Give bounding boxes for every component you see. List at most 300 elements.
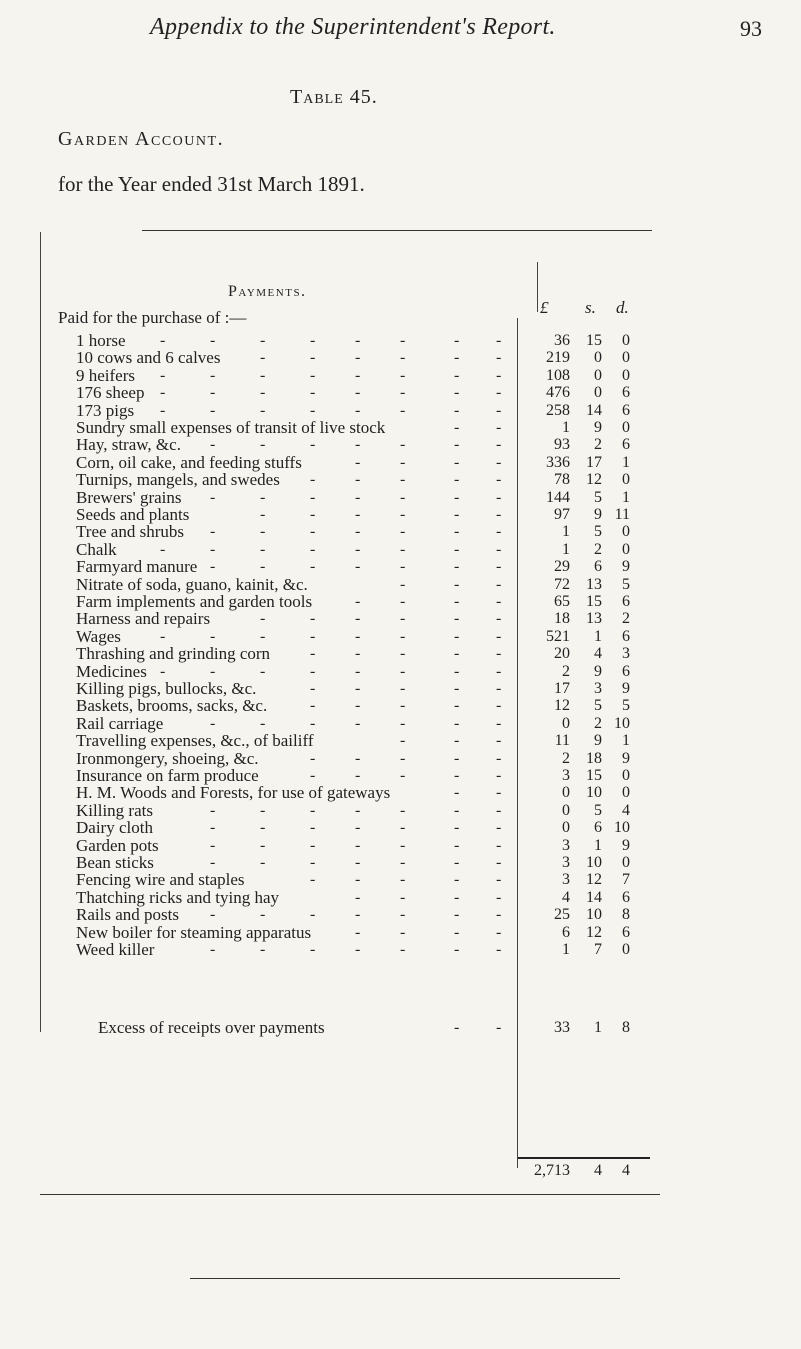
leader-dash: - [260, 366, 266, 384]
row-shillings: 5 [594, 697, 602, 715]
table-row [0, 663, 801, 681]
row-item-label: Killing rats [76, 800, 153, 820]
row-pence: 0 [622, 523, 630, 541]
leader-dash: - [400, 401, 406, 419]
leader-dash: - [310, 941, 316, 958]
row-pounds: 0 [562, 784, 570, 802]
leader-dash: - [355, 540, 361, 558]
leader-dash: - [454, 506, 460, 523]
section-title: Garden Account. [58, 128, 225, 150]
row-pence: 4 [622, 801, 630, 819]
leader-dash: - [355, 558, 361, 576]
row-pounds: 97 [554, 506, 570, 523]
leader-dash: - [260, 941, 266, 958]
leader-dash: - [496, 575, 502, 593]
leader-dash: - [355, 453, 361, 471]
table-row [0, 750, 801, 768]
leader-dash: - [210, 662, 216, 680]
table-row [0, 332, 801, 350]
table-row [0, 367, 801, 385]
row-item-label: Corn, oil cake, and feeding stuffs [76, 452, 302, 472]
leader-dash: - [496, 610, 502, 628]
leader-dash: - [355, 680, 361, 697]
leader-dash: - [496, 836, 502, 854]
leader-dash: - [260, 540, 266, 558]
leader-dash: - [160, 627, 166, 645]
leader-dash: - [400, 941, 406, 958]
leader-dash: - [496, 401, 502, 419]
row-shillings: 9 [594, 662, 602, 680]
leader-dash: - [260, 610, 266, 628]
row-item-label: Medicines [76, 661, 147, 681]
leader-dash: - [260, 558, 266, 576]
row-pence: 6 [622, 627, 630, 645]
total-pence: 4 [622, 1162, 630, 1179]
row-pence: 6 [622, 593, 630, 610]
row-pounds: 78 [554, 471, 570, 489]
leader-dash: - [496, 941, 502, 958]
row-shillings: 9 [594, 506, 602, 523]
row-pounds: 108 [546, 366, 570, 384]
leader-dash: - [496, 419, 502, 436]
table-row [0, 906, 801, 924]
page-number: 93 [740, 16, 762, 41]
total-rule [518, 1157, 650, 1159]
leader-dash: - [496, 540, 502, 558]
leader-dash: - [210, 384, 216, 402]
row-item-label: Insurance on farm produce [76, 766, 259, 785]
leader-dash: - [496, 453, 502, 471]
table-row [0, 697, 801, 715]
leader-dash: - [160, 662, 166, 680]
row-pence: 6 [622, 662, 630, 680]
row-shillings: 0 [594, 384, 602, 402]
leader-dash: - [260, 801, 266, 819]
row-item-label: Farmyard manure [76, 557, 198, 577]
row-pounds: 1 [562, 941, 570, 958]
row-shillings: 2 [594, 540, 602, 558]
leader-dash: - [160, 401, 166, 419]
leader-dash: - [260, 523, 266, 541]
table-row [0, 784, 801, 802]
row-item-label: 1 horse [76, 331, 126, 350]
row-pounds: 144 [546, 488, 570, 506]
leader-dash: - [454, 453, 460, 471]
leader-dash: - [496, 871, 502, 889]
row-shillings: 10 [586, 784, 602, 802]
leader-dash: - [400, 749, 406, 767]
leader-dash: - [400, 540, 406, 558]
leader-dash: - [260, 627, 266, 645]
leader-dash: - [454, 332, 460, 349]
leader-dash: - [355, 923, 361, 941]
leader-dash: - [355, 471, 361, 489]
leader-dash: - [310, 384, 316, 402]
row-pounds: 20 [554, 645, 570, 663]
leader-dash: - [310, 871, 316, 889]
leader-dash: - [496, 349, 502, 367]
table-row [0, 819, 801, 837]
leader-dash: - [454, 888, 460, 906]
leader-dash: - [355, 854, 361, 871]
leader-dash: - [260, 401, 266, 419]
leader-dash: - [310, 471, 316, 489]
table-row [0, 889, 801, 907]
leader-dash: - [454, 923, 460, 941]
leader-dash: - [210, 801, 216, 819]
row-pence: 0 [622, 767, 630, 784]
row-shillings: 14 [586, 401, 602, 419]
leader-dash: - [355, 366, 361, 384]
leader-dash: - [310, 627, 316, 645]
leader-dash: - [454, 836, 460, 854]
row-item-label: Nitrate of soda, guano, kainit, &c. [76, 574, 308, 594]
table-row [0, 489, 801, 507]
row-item-label: Turnips, mangels, and swedes [76, 470, 280, 490]
leader-dash: - [210, 523, 216, 541]
row-shillings: 0 [594, 366, 602, 384]
row-pence: 0 [622, 854, 630, 871]
leader-dash: - [400, 488, 406, 506]
row-pounds: 3 [562, 767, 570, 784]
row-pence: 6 [622, 384, 630, 402]
row-item-label: Garden pots [76, 835, 159, 855]
leader-dash: - [355, 332, 361, 349]
leader-dash: - [400, 888, 406, 906]
leader-dash: - [355, 697, 361, 715]
leader-dash: - [355, 349, 361, 367]
row-pence: 3 [622, 645, 630, 663]
row-pounds: 11 [554, 732, 570, 750]
leader-dash: - [310, 697, 316, 715]
leader-dash: - [496, 645, 502, 663]
leader-dash: - [310, 401, 316, 419]
row-pounds: 258 [546, 401, 570, 419]
table-row [0, 558, 801, 576]
leader-dash: - [310, 836, 316, 854]
leader-dash: - [355, 593, 361, 610]
leader-dash: - [310, 540, 316, 558]
page-header-title: Appendix to the Superintendent's Report. [150, 14, 556, 40]
table-row [0, 419, 801, 437]
leader-dash: - [454, 871, 460, 889]
leader-dash: - [496, 784, 502, 802]
leader-dash: - [160, 540, 166, 558]
footer-rule [190, 1278, 620, 1279]
row-pence: 9 [622, 836, 630, 854]
leader-dash: - [210, 540, 216, 558]
leader-dash: - [355, 801, 361, 819]
leader-dash: - [400, 506, 406, 523]
leader-dash: - [454, 349, 460, 367]
leader-dash: - [400, 836, 406, 854]
excess-pence: 8 [622, 1019, 630, 1036]
leader-dash: - [496, 906, 502, 924]
table-row [0, 454, 801, 472]
leader-dash: - [400, 645, 406, 663]
paid-for-label: Paid for the purchase of :— [58, 308, 247, 327]
row-pence: 6 [622, 401, 630, 419]
leader-dash: - [210, 488, 216, 506]
row-pence: 1 [622, 488, 630, 506]
leader-dash: - [400, 575, 406, 593]
leader-dash: - [454, 662, 460, 680]
row-item-label: Farm implements and garden tools [76, 592, 313, 611]
leader-dash: - [310, 662, 316, 680]
leader-dash: - [454, 645, 460, 663]
leader-dash: - [310, 819, 316, 837]
leader-dash: - [496, 506, 502, 523]
leader-dash: - [496, 436, 502, 454]
leader-dash: - [210, 854, 216, 871]
excess-shillings: 1 [594, 1019, 602, 1036]
leader-dash: - [454, 784, 460, 802]
table-row [0, 871, 801, 889]
leader-dash: - [310, 558, 316, 576]
row-shillings: 10 [586, 854, 602, 871]
row-pence: 0 [622, 332, 630, 349]
table-row [0, 349, 801, 367]
leader-dash: - [355, 662, 361, 680]
row-pence: 7 [622, 871, 630, 889]
leader-dash: - [355, 488, 361, 506]
leader-dash: - [160, 366, 166, 384]
row-shillings: 2 [594, 714, 602, 732]
row-pounds: 6 [562, 923, 570, 941]
table-bottom-rule [40, 1194, 660, 1195]
row-shillings: 0 [594, 349, 602, 367]
leader-dash: - [454, 627, 460, 645]
leader-dash: - [454, 610, 460, 628]
leader-dash: - [496, 471, 502, 489]
row-item-label: 173 pigs [76, 400, 135, 420]
leader-dash: - [260, 488, 266, 506]
leader-dash: - [260, 662, 266, 680]
leader-dash: - [496, 366, 502, 384]
excess-row [0, 1019, 801, 1037]
leader-dash: - [210, 906, 216, 924]
row-item-label: Ironmongery, shoeing, &c. [76, 748, 259, 768]
row-pounds: 336 [546, 453, 570, 471]
row-shillings: 9 [594, 419, 602, 436]
row-shillings: 1 [594, 836, 602, 854]
leader-dash: - [454, 523, 460, 541]
row-pounds: 4 [562, 888, 570, 906]
row-item-label: Sundry small expenses of transit of live stock [76, 418, 386, 437]
leader-dash: - [400, 767, 406, 784]
row-item-label: Rails and posts [76, 905, 179, 925]
leader-dash: - [310, 680, 316, 697]
row-item-label: New boiler for steaming apparatus [76, 922, 312, 942]
row-shillings: 15 [586, 767, 602, 784]
leader-dash: - [400, 436, 406, 454]
row-pence: 0 [622, 540, 630, 558]
leader-dash: - [400, 558, 406, 576]
row-pence: 9 [622, 680, 630, 697]
row-pounds: 3 [562, 836, 570, 854]
leader-dash: - [260, 906, 266, 924]
leader-dash: - [496, 801, 502, 819]
row-item-label: Killing pigs, bullocks, &c. [76, 679, 257, 698]
leader-dash: - [355, 941, 361, 958]
leader-dash: - [454, 801, 460, 819]
leader-dash: - [454, 906, 460, 924]
leader-dash: - [454, 401, 460, 419]
leader-dash: - [355, 749, 361, 767]
row-shillings: 12 [586, 871, 602, 889]
leader-dash: - [454, 540, 460, 558]
row-pence: 0 [622, 366, 630, 384]
total-shillings: 4 [594, 1162, 602, 1179]
row-shillings: 5 [594, 488, 602, 506]
leader-dash: - [310, 349, 316, 367]
leader-dash: - [355, 906, 361, 924]
row-pence: 6 [622, 888, 630, 906]
table-row [0, 610, 801, 628]
leader-dash: - [310, 714, 316, 732]
row-pence: 0 [622, 419, 630, 436]
table-row [0, 628, 801, 646]
table-row [0, 471, 801, 489]
leader-dash: - [496, 854, 502, 871]
excess-pounds: 33 [554, 1019, 570, 1036]
row-shillings: 1 [594, 627, 602, 645]
row-shillings: 2 [594, 436, 602, 454]
leader-dash: - [355, 401, 361, 419]
row-shillings: 4 [594, 645, 602, 663]
leader-dash: - [496, 714, 502, 732]
row-pounds: 29 [554, 558, 570, 576]
row-shillings: 12 [586, 471, 602, 489]
row-pounds: 1 [562, 540, 570, 558]
table-row [0, 767, 801, 785]
row-item-label: Thrashing and grinding corn [76, 644, 271, 664]
leader-dash: - [496, 819, 502, 837]
table-row [0, 402, 801, 420]
leader-dash: - [210, 401, 216, 419]
leader-dash: - [496, 923, 502, 941]
table-row [0, 523, 801, 541]
leader-dash: - [454, 819, 460, 837]
leader-dash: - [260, 819, 266, 837]
row-pence: 0 [622, 784, 630, 802]
row-pounds: 476 [546, 384, 570, 402]
leader-dash: - [355, 871, 361, 889]
leader-dash: - [454, 732, 460, 750]
leader-dash: - [310, 854, 316, 871]
row-pounds: 65 [554, 593, 570, 610]
row-pence: 1 [622, 453, 630, 471]
leader-dash: - [160, 384, 166, 402]
leader-dash: - [400, 923, 406, 941]
leader-dash: - [310, 332, 316, 349]
leader-dash: - [310, 749, 316, 767]
leader-dash: - [210, 436, 216, 454]
row-pence: 9 [622, 558, 630, 576]
pounds-header: £ [540, 298, 549, 317]
leader-dash: - [355, 627, 361, 645]
table-row [0, 941, 801, 959]
leader-dash: - [355, 506, 361, 523]
leader-dash: - [496, 332, 502, 349]
row-shillings: 15 [586, 593, 602, 610]
leader-dash: - [210, 941, 216, 958]
leader-dash: - [310, 645, 316, 663]
table-row [0, 715, 801, 733]
leader-dash: - [210, 366, 216, 384]
payments-heading: Payments. [228, 283, 307, 300]
row-shillings: 18 [586, 749, 602, 767]
column-divider-upper [537, 262, 538, 312]
leader-dash: - [355, 610, 361, 628]
table-row [0, 436, 801, 454]
table-row [0, 645, 801, 663]
leader-dash: - [454, 471, 460, 489]
leader-dash: - [400, 714, 406, 732]
leader-dash: - [496, 488, 502, 506]
leader-dash: - [355, 714, 361, 732]
leader-dash: - [400, 627, 406, 645]
row-shillings: 14 [586, 888, 602, 906]
leader-dash: - [210, 819, 216, 837]
row-pence: 0 [622, 471, 630, 489]
table-row [0, 732, 801, 750]
table-row [0, 576, 801, 594]
leader-dash: - [496, 558, 502, 576]
leader-dash: - [400, 523, 406, 541]
row-item-label: Hay, straw, &c. [76, 435, 181, 455]
leader-dash: - [355, 819, 361, 837]
leader-dash: - [454, 488, 460, 506]
excess-label: Excess of receipts over payments [98, 1018, 325, 1037]
row-item-label: Fencing wire and staples [76, 870, 245, 890]
row-shillings: 13 [586, 610, 602, 628]
leader-dash: - [400, 453, 406, 471]
leader-dash: - [400, 801, 406, 819]
leader-dash: - [355, 767, 361, 784]
leader-dash: - [400, 680, 406, 697]
leader-dash: - [454, 419, 460, 436]
leader-dash: - [355, 384, 361, 402]
row-pounds: 72 [554, 575, 570, 593]
leader-dash: - [355, 523, 361, 541]
row-pounds: 36 [554, 332, 570, 349]
row-item-label: Wages [76, 626, 121, 646]
leader-dash: - [400, 732, 406, 750]
row-item-label: Baskets, brooms, sacks, &c. [76, 696, 268, 716]
row-pounds: 0 [562, 714, 570, 732]
leader-dash: - [210, 558, 216, 576]
row-pounds: 0 [562, 819, 570, 837]
total-row [0, 1162, 801, 1180]
row-pence: 11 [614, 506, 630, 523]
leader-dash: - [210, 627, 216, 645]
row-item-label: Seeds and plants [76, 505, 190, 524]
table-number: Table 45. [290, 86, 378, 108]
row-pence: 6 [622, 923, 630, 941]
row-shillings: 3 [594, 680, 602, 697]
row-pounds: 0 [562, 801, 570, 819]
leader-dash: - [400, 593, 406, 610]
leader-dash: - [496, 732, 502, 750]
leader-dash: - [310, 767, 316, 784]
period-subtitle: for the Year ended 31st March 1891. [58, 172, 365, 196]
row-pence: 10 [614, 819, 630, 837]
leader-dash: - [496, 767, 502, 784]
row-shillings: 10 [586, 906, 602, 924]
leader-dash: - [496, 627, 502, 645]
row-item-label: Tree and shrubs [76, 522, 184, 542]
